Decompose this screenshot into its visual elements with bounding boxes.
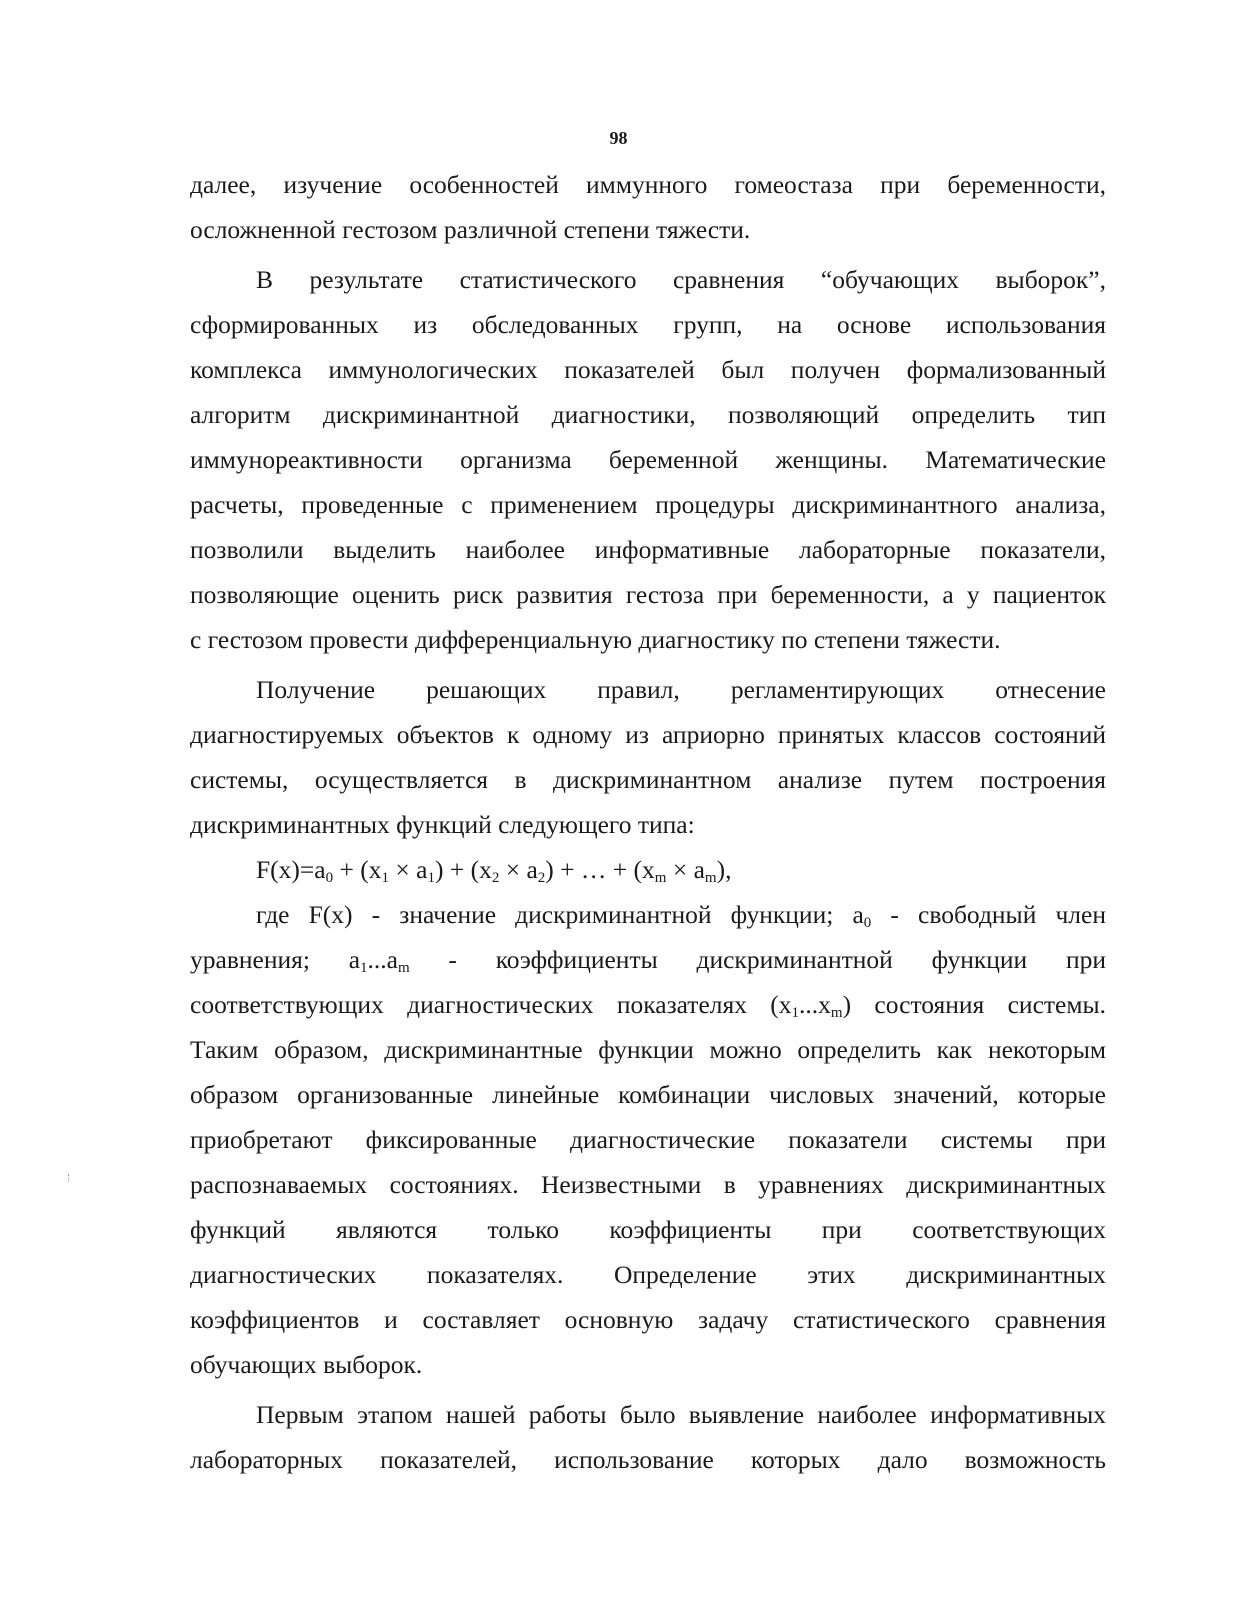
text-line: уравнения; $a_1...a_m$ - коэффициенты дискриминантной функции при — [190, 945, 1107, 976]
scan-artifact — [68, 1174, 72, 1182]
text-line: расчеты, проведенные с применением процедуры дискриминантного анализа, — [190, 490, 1106, 519]
discriminant-formula: $F(x)=a_0 + (x_1 \times a_1) + (x_2 \times a_2)$ + … + $(x_m \times a_m)$, — [256, 855, 732, 886]
paragraph-formula-explanation — [190, 892, 1106, 1387]
text-line: осложненной гестозом различной степени тяжести. — [190, 215, 751, 244]
text-line: позволили выделить наиболее информативные лабораторные показатели, — [190, 535, 1106, 564]
text-line: диагностируемых объектов к одному из априорно принятых классов состояний — [190, 720, 1106, 749]
paragraph-results — [190, 257, 1106, 662]
text-line: Получение решающих правил, регламентирующих отнесение — [256, 675, 1106, 704]
text-line: коэффициентов и составляет основную задачу статистического сравнения — [190, 1305, 1106, 1334]
text-line: системы, осуществляется в дискриминантном анализе путем построения — [190, 765, 1106, 794]
text-line: сформированных из обследованных групп, на основе использования — [190, 310, 1106, 339]
paragraph-decision-rules — [190, 667, 1106, 847]
text-line: комплекса иммунологических показателей был получен формализованный — [190, 355, 1106, 384]
page-number: 98 — [609, 128, 628, 148]
text-line: соответствующих диагностических показателях $(x_1...x_m)$ состояния системы. — [190, 990, 1106, 1021]
document-body — [190, 162, 1106, 1482]
text-line: В результате статистического сравнения “обучающих выборок”, — [256, 265, 1106, 294]
text-line: иммунореактивности организма беременной женщины. Математические — [190, 445, 1106, 474]
paragraph-continuation — [190, 162, 1106, 252]
text-line: Первым этапом нашей работы было выявление наиболее информативных — [256, 1400, 1106, 1429]
text-line: далее, изучение особенностей иммунного гомеостаза при беременности, — [190, 170, 1106, 199]
text-line: распознаваемых состояниях. Неизвестными в уравнениях дискриминантных — [190, 1170, 1106, 1199]
text-line: обучающих выборок. — [190, 1350, 423, 1379]
text-line: Таким образом, дискриминантные функции можно определить как некоторым — [190, 1035, 1106, 1064]
text-line: с гестозом провести дифференциальную диагностику по степени тяжести. — [190, 625, 1001, 654]
text-line: дискриминантных функций следующего типа: — [190, 810, 695, 839]
text-line: лабораторных показателей, использование которых дало возможность — [190, 1445, 1106, 1474]
text-line: приобретают фиксированные диагностические показатели системы при — [190, 1125, 1106, 1154]
text-line: функций являются только коэффициенты при соответствующих — [190, 1215, 1106, 1244]
paragraph-first-stage — [190, 1392, 1106, 1482]
text-line: где F(x) - значение дискриминантной функции; $a_0$ - свободный член — [256, 900, 1106, 931]
text-line: диагностических показателях. Определение этих дискриминантных — [190, 1260, 1106, 1289]
text-line: позволяющие оценить риск развития гестоза при беременности, а у пациенток — [190, 580, 1106, 609]
text-line: образом организованные линейные комбинации числовых значений, которые — [190, 1080, 1106, 1109]
text-line: алгоритм дискриминантной диагностики, позволяющий определить тип — [190, 400, 1106, 429]
